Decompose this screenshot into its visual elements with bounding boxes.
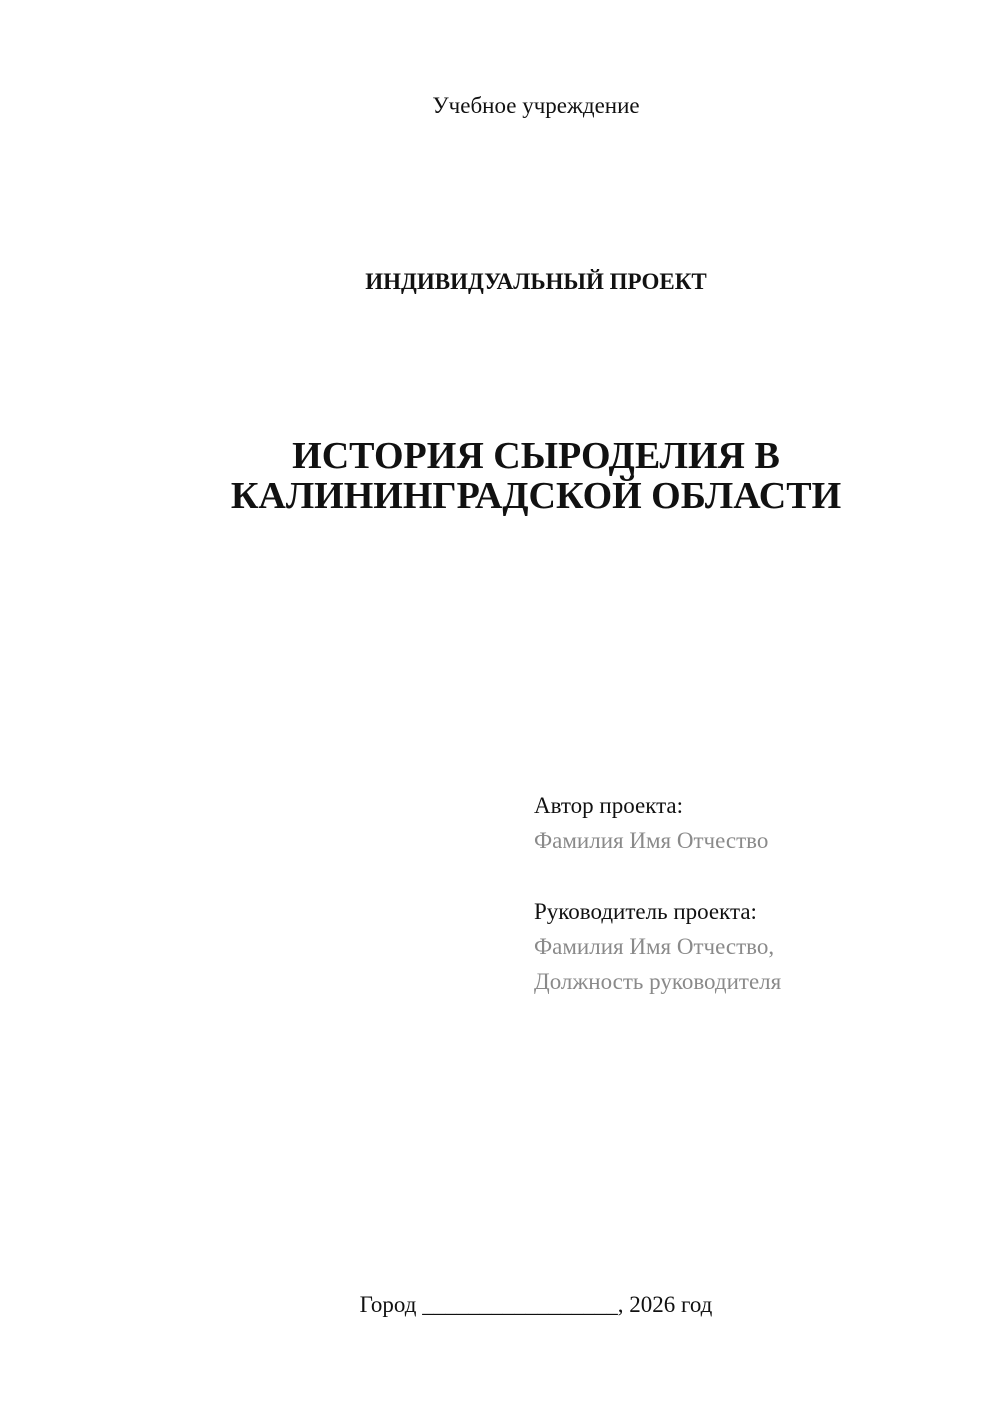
author-label: Автор проекта: (534, 793, 683, 818)
project-title-line-2: КАЛИНИНГРАДСКОЙ ОБЛАСТИ (230, 475, 842, 517)
author-name: Фамилия Имя Отчество (534, 828, 769, 853)
credits-block (534, 788, 781, 999)
project-title-line-1: ИСТОРИЯ СЫРОДЕЛИЯ В (292, 435, 780, 477)
document-type: ИНДИВИДУАЛЬНЫЙ ПРОЕКТ (365, 269, 707, 294)
city-year-line: Город _________________, 2026 год (359, 1292, 713, 1317)
institution-name: Учебное учреждение (432, 93, 640, 118)
supervisor-name: Фамилия Имя Отчество, (534, 934, 775, 959)
supervisor-position: Должность руководителя (534, 969, 782, 994)
credits-spacer (534, 858, 781, 894)
project-title (0, 436, 1000, 516)
supervisor-label: Руководитель проекта: (534, 899, 757, 924)
